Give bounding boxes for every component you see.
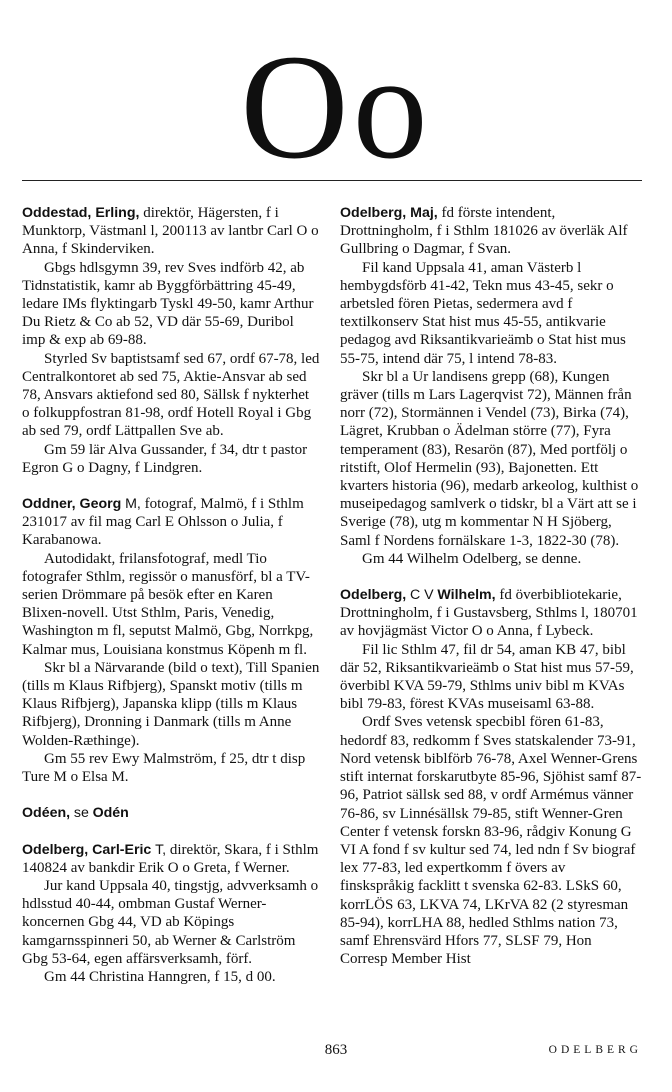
entry-text: direktör, Skara, f i Sthlm 140824 av bankdir Erik O o Greta, f Werner.	[22, 841, 319, 876]
entry-odelberg-wilhelm	[340, 586, 642, 968]
entry-headword: Odéen,	[22, 805, 71, 822]
entry-text: Fil lic Sthlm 47, fil dr 54, aman KB 47, bibl där 52, Riksantikvarieämb o Stat hist mus 57-59, överbibl KVA 59-79, Sthlms univ bibl m KVAs bibl 79-83, förest KVAs museisaml 63-88.	[340, 641, 634, 713]
right-column	[340, 204, 642, 986]
entry-text: Ordf Sves vetensk specbibl fören 61-83, hedordf 83, redkomm f Sves statskalender 73-91, Nord vetensk biblförb 76-78, Axel Wenner-Grens stift internat forskarutbyte 85-96, Sjöhist samf 87-96, Patriot sällsk sed 88, v ordf Armémus vänner 76-86, sv Linnésällsk 79-85, stift Wenner-Gren Center f vetensk forskn 83-96, rådgiv Konung G VI A fond f sv kultur sed 74, led ndn f Sv biograf lex 77-83, led expertkomm f övers av finskspråkig facklitt t svenska 62-83. LSkS 60, korrLÖS 63, LKVA 74, LKrVA 82 (2 styresman 85-94), korrLHA 88, hedled Sthlms nation 73, samf Ehrensvärd Hfors 77, SLSF 79, Hon Corresp Member Hist	[340, 714, 642, 968]
entry-headword: Odelberg, Carl-Eric	[22, 841, 152, 858]
entry-odeen	[22, 804, 320, 822]
entry-odelberg-carl-eric	[22, 841, 320, 987]
entry-headword: Oddestad, Erling,	[22, 205, 140, 221]
entry-headword-initials: C V	[409, 587, 434, 604]
heading-divider	[22, 180, 642, 181]
entry-headword-given-name: Wilhelm,	[437, 587, 496, 604]
left-column	[22, 204, 320, 1004]
section-letter-heading: Oo	[240, 24, 432, 190]
entry-headword-initial: M,	[125, 496, 141, 513]
entry-text: Autodidakt, frilansfotograf, medl Tio fotografer Sthlm, regissör o manusförf, bl a TV-serien Drömmare på besök efter en Karen Blixen-novell. Utst Sthlm, Paris, Venedig, Washington m fl, seputst Malmö, Gbg, Norrkpg, Kalmar mus, Louisiana konstmus Köpenh m fl.	[22, 550, 314, 658]
entry-text: fd förste intendent, Drottningholm, f i Sthlm 181026 av överläk Alf Gullbring o Dagmar, f Svan.	[340, 205, 628, 258]
running-head: ODELBERG	[548, 1044, 642, 1056]
entry-text: Gm 44 Wilhelm Odelberg, se denne.	[362, 550, 582, 567]
entry-text: fd överbibliotekarie, Drottningholm, f i Gustavsberg, Sthlms l, 180701 av hovjägmäst Victor O o Anna, f Lybeck.	[340, 587, 638, 640]
entry-oddestad	[22, 204, 320, 477]
entry-text: Gm 59 lär Alva Gussander, f 34, dtr t pastor Egron G o Dagny, f Lindgren.	[22, 441, 308, 476]
entry-oddner	[22, 495, 320, 786]
entry-text: Fil kand Uppsala 41, aman Västerb l hembygdsförb 41-42, Tekn mus 43-45, sekr o arbetsled fören Pietas, sedermera avd f textilkonserv Stat hist mus 45-55, antikvarie pedagog avd Riksantikvarieämb o Stat hist mus 55-75, intend där 75, l intend 78-83.	[340, 259, 626, 367]
entry-text: Skr bl a Närvarande (bild o text), Till Spanien (tills m Klaus Rifbjerg), Spanskt motiv (tills m Klaus Rifbjerg), Japanska klipp (tills m Klaus Rifbjerg), Dronning i Danmark (tills m Anne Wolden-Ræthinge).	[22, 659, 320, 749]
entry-text: Gbgs hdlsgymn 39, rev Sves indförb 42, ab Tidnstatistik, kamr ab Byggförbättring 45-49, ledare IMs flyktingarb Tyskl 49-50, kamr Arthur Du Rietz & Co ab 52, VD där 55-69, Duribol imp & exp ab 69-88.	[22, 259, 314, 349]
cross-reference-target: Odén	[92, 805, 129, 822]
entry-text: fotograf, Malmö, f i Sthlm 231017 av fil mag Carl E Ohlsson o Julia, f Karabanowa.	[22, 496, 304, 549]
entry-text: Styrled Sv baptistsamf sed 67, ordf 67-78, led Centralkontoret ab sed 75, Aktie-Ansvar ab sed 78, Ansvars aktiefond sed 80, Sällsk f nykterhet o folkuppfostran 81-98, ordf Hotell Royal i Gbg ab sed 79, ordf Lättpallen Sve ab.	[22, 350, 320, 440]
cross-reference-label: se	[73, 805, 89, 822]
entry-text: direktör, Hägersten, f i Munktorp, Västmanl l, 200113 av lantbr Carl O o Anna, f Skinderviken.	[22, 205, 319, 258]
entry-odelberg-maj	[340, 204, 642, 568]
entry-text: Jur kand Uppsala 40, tingstjg, advverksamh o hdlsstud 40-44, ombman Gustaf Werner-koncernen Gbg 44, VD ab Köpings kamgarnsspinneri 50, ab Werner & Carlström Gbg 53-64, egen affärsverksamh, förf.	[22, 877, 319, 967]
page-number: 863	[324, 1042, 348, 1058]
entry-text: Skr bl a Ur landisens grepp (68), Kungen gräver (tills m Lars Lagerqvist 72), Männen från norr (72), Stormännen i Vendel (73), Birka (74), Lägret, Krubban o Ädelman större (77), Fyra temperament (83), Resarön (87), Med portfölj o ritstift, Olof Hermelin (93), Bajonetten. Ett kvarters historia (96), medarb arkeolog, kulthist o museipedagog samlverk o tidskr, bl a Värt att se i Sverige (78), utg m kommentar N H Sjöberg, Saml f Nordens fornälskare 1-3, 1822-30 (78).	[340, 368, 639, 549]
entry-headword: Odelberg,	[340, 587, 407, 604]
entry-headword-initial: T,	[155, 841, 167, 858]
entry-text: Gm 44 Christina Hanngren, f 15, d 00.	[44, 968, 276, 985]
entry-headword: Oddner, Georg	[22, 496, 122, 513]
entry-headword: Odelberg, Maj,	[340, 205, 438, 221]
entry-text: Gm 55 rev Ewy Malmström, f 25, dtr t disp Ture M o Elsa M.	[22, 750, 306, 786]
